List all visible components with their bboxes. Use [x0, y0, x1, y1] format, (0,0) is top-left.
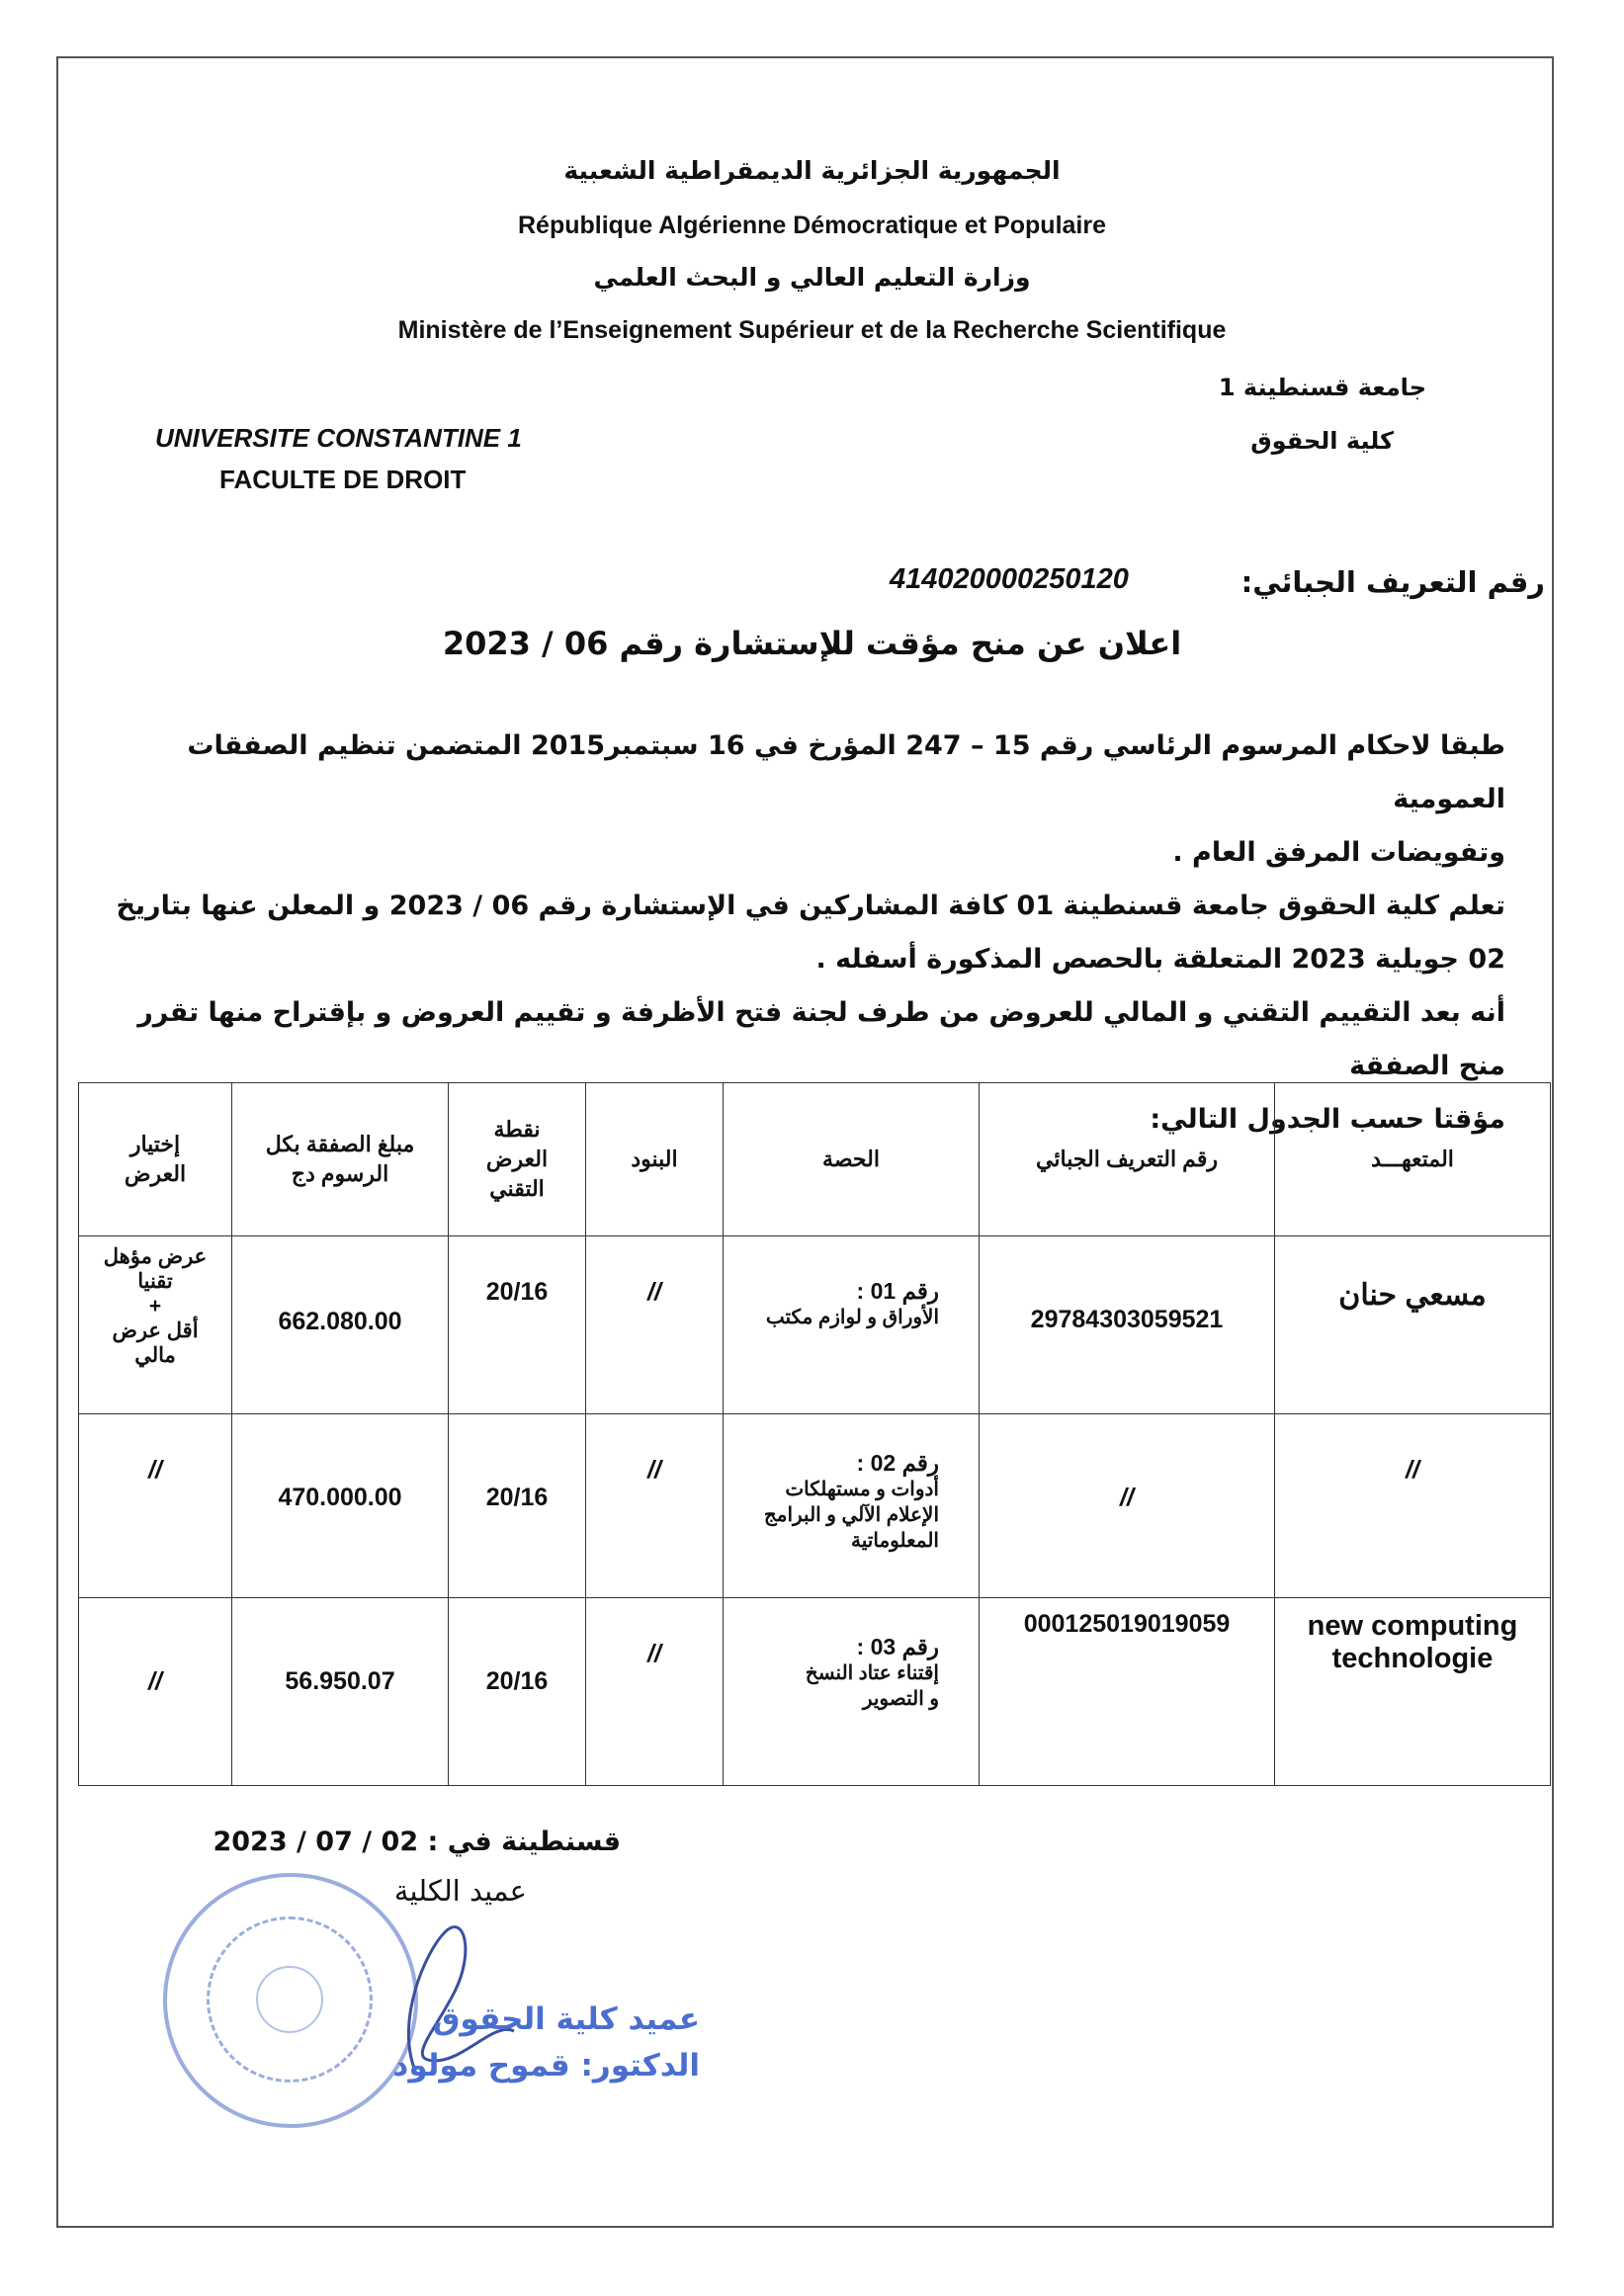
choice-line-5: مالي	[134, 1344, 176, 1367]
cell-lot	[724, 1598, 980, 1786]
faculty-arabic: كلية الحقوق	[1250, 427, 1394, 455]
tax-id-value: 414020000250120	[890, 563, 1129, 595]
choice-line-3: +	[148, 1295, 162, 1318]
cell-score: 20/16	[449, 1414, 586, 1598]
paragraph-2-line-1: تعلم كلية الحقوق جامعة قسنطينة 01 كافة المشاركين في الإستشارة رقم 06 / 2023 و المعلن عنها بتاريخ	[116, 891, 1505, 921]
header-choice-line-1: إختيار	[129, 1132, 181, 1156]
cell-score: 20/16	[449, 1236, 586, 1414]
choice-line-2: تقنيا	[137, 1270, 173, 1293]
cell-items: //	[586, 1414, 724, 1598]
paragraph-1-line-2: وتفويضات المرفق العام .	[1172, 837, 1505, 868]
stamp-text-line-2: الدكتور: قموح مولود	[392, 2048, 700, 2083]
award-table	[78, 1082, 1551, 1786]
cell-amount: 662.080.00	[232, 1236, 449, 1414]
ministry-arabic: وزارة التعليم العالي و البحث العلمي	[593, 263, 1031, 292]
cell-tax-id: 000125019019059	[980, 1598, 1275, 1786]
table-row	[79, 1236, 1551, 1414]
cell-items: //	[586, 1598, 724, 1786]
paragraph-2-line-2: 02 جويلية 2023 المتعلقة بالحصص المذكورة أسفله .	[815, 944, 1505, 975]
signatory-title: عميد الكلية	[393, 1874, 527, 1908]
lot-number: رقم 02 :	[856, 1450, 939, 1476]
announcement-title: اعلان عن منح مؤقت للإستشارة رقم 06 / 2023	[442, 625, 1182, 662]
lot-description-line-2: و التصوير	[862, 1688, 939, 1710]
header-tax-id: رقم التعريف الجبائي	[980, 1083, 1275, 1236]
cell-score: 20/16	[449, 1598, 586, 1786]
cell-choice: //	[79, 1598, 232, 1786]
cell-lot	[724, 1414, 980, 1598]
bidder-line-1: new computing	[1307, 1610, 1518, 1642]
header-score-line-3: التقني	[489, 1176, 545, 1201]
cell-items: //	[586, 1236, 724, 1414]
republic-arabic: الجمهورية الجزائرية الديمقراطية الشعبية	[563, 156, 1061, 185]
table-row	[79, 1414, 1551, 1598]
lot-description-line-1: أدوات و مستهلكات	[785, 1479, 939, 1500]
header-score-line-2: العرض	[485, 1147, 549, 1171]
faculty-french: FACULTE DE DROIT	[219, 465, 467, 494]
lot-description: الأوراق و لوازم مكتب	[765, 1307, 939, 1328]
cell-choice: //	[79, 1414, 232, 1598]
tax-id-label: رقم التعريف الجبائي:	[1240, 565, 1545, 599]
header-offer-choice	[79, 1083, 232, 1236]
header-amount	[232, 1083, 449, 1236]
ministry-french: Ministère de l’Enseignement Supérieur et de la Recherche Scientifique	[397, 316, 1227, 344]
lot-description-line-1: إقتناء عتاد النسخ	[805, 1662, 939, 1684]
place-date: قسنطينة في : 02 / 07 / 2023	[213, 1827, 621, 1857]
lot-number: رقم 03 :	[856, 1634, 939, 1659]
header-lot: الحصة	[724, 1083, 980, 1236]
paragraph-1-line-1: طبقا لاحكام المرسوم الرئاسي رقم 15 – 247 المؤرخ في 16 سبتمبر2015 المتضمن تنظيم الصفقات العمومية	[187, 730, 1505, 814]
cell-tax-id: 29784303059521	[980, 1236, 1275, 1414]
paragraph-3-line-1: أنه بعد التقييم التقني و المالي للعروض من طرف لجنة فتح الأظرفة و تقييم العروض و بإقتراح منها تقرر منح الصفقة	[137, 997, 1505, 1081]
university-french: UNIVERSITE CONSTANTINE 1	[155, 423, 522, 453]
cell-choice	[79, 1236, 232, 1414]
header-choice-line-2: العرض	[124, 1161, 187, 1186]
lot-description-line-2: الإعلام الآلي و البرامج	[763, 1504, 939, 1526]
header-bidder: المتعهـــد	[1275, 1083, 1551, 1236]
header-technical-score	[449, 1083, 586, 1236]
lot-description-line-3: المعلوماتية	[851, 1530, 939, 1552]
cell-amount: 470.000.00	[232, 1414, 449, 1598]
cell-amount: 56.950.07	[232, 1598, 449, 1786]
paragraph-3-line-2: مؤقتا حسب الجدول التالي:	[1150, 1104, 1505, 1135]
cell-bidder: //	[1275, 1414, 1551, 1598]
cell-bidder: مسعي حنان	[1275, 1236, 1551, 1414]
university-arabic: جامعة قسنطينة 1	[1218, 374, 1426, 401]
republic-french: République Algérienne Démocratique et Populaire	[517, 212, 1107, 239]
lot-number: رقم 01 :	[856, 1278, 939, 1304]
header-items: البنود	[586, 1083, 724, 1236]
cell-lot	[724, 1236, 980, 1414]
table-header-row	[79, 1083, 1551, 1236]
header-score-line-1: نقطة	[493, 1117, 541, 1142]
choice-line-4: أقل عرض	[112, 1319, 199, 1342]
stamp-text-line-1: عميد كلية الحقوق	[432, 2001, 700, 2037]
cell-tax-id: //	[980, 1414, 1275, 1598]
cell-bidder	[1275, 1598, 1551, 1786]
header-amount-line-1: مبلغ الصفقة بكل	[265, 1132, 415, 1156]
bidder-line-2: technologie	[1331, 1643, 1494, 1674]
table-row	[79, 1598, 1551, 1786]
choice-line-1: عرض مؤهل	[103, 1245, 208, 1268]
header-amount-line-2: الرسوم دج	[291, 1161, 389, 1186]
